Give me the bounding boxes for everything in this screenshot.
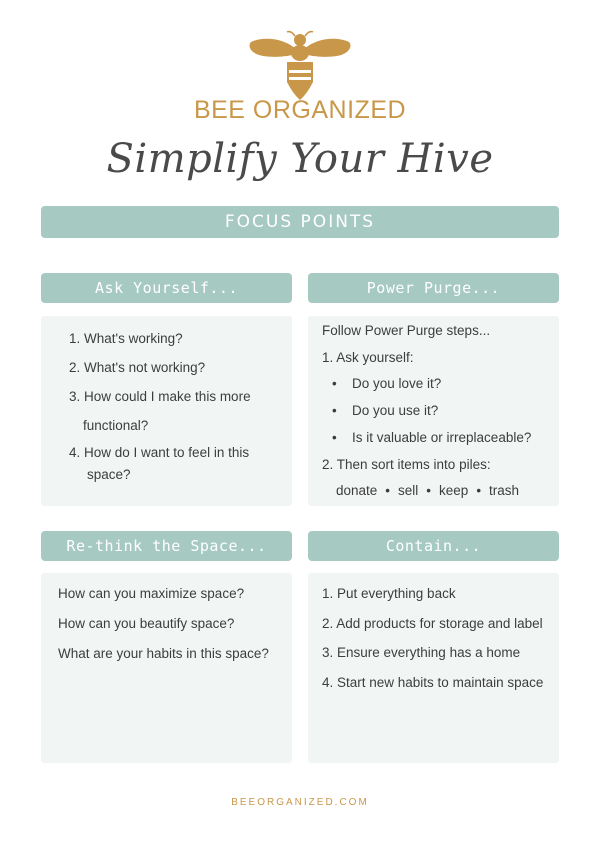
purge-step-1: 1. Ask yourself: <box>322 350 414 365</box>
ask-item: 3. How could I make this more <box>69 389 251 404</box>
rethink-item: How can you beautify space? <box>58 616 235 631</box>
contain-panel <box>308 573 559 763</box>
rethink-item: How can you maximize space? <box>58 586 245 601</box>
power-purge-header: Power Purge... <box>308 273 559 303</box>
purge-bullet: • Do you use it? <box>332 403 439 418</box>
contain-item: 2. Add products for storage and label <box>322 616 543 631</box>
contain-item: 1. Put everything back <box>322 586 456 601</box>
purge-intro: Follow Power Purge steps... <box>322 323 491 338</box>
rethink-header: Re-think the Space... <box>41 531 292 561</box>
purge-bullet: • Is it valuable or irreplaceable? <box>332 430 532 445</box>
ask-item: 1. What's working? <box>69 331 183 346</box>
purge-step-2: 2. Then sort items into piles: <box>322 457 491 472</box>
ask-yourself-panel <box>41 316 292 506</box>
contain-item: 3. Ensure everything has a home <box>322 645 521 660</box>
purge-piles: donate • sell • keep • trash <box>336 483 520 498</box>
pile-sell: sell <box>398 483 419 498</box>
pile-keep: keep <box>439 483 469 498</box>
rethink-item: What are your habits in this space? <box>58 646 269 661</box>
pile-trash: trash <box>489 483 520 498</box>
ask-item: 2. What's not working? <box>69 360 206 375</box>
bee-icon <box>245 28 355 102</box>
pile-donate: donate <box>336 483 378 498</box>
tagline: Simplify Your Hive <box>106 136 494 182</box>
purge-bullet: • Do you love it? <box>332 376 442 391</box>
contain-item: 4. Start new habits to maintain space <box>322 675 544 690</box>
focus-points-banner: FOCUS POINTS <box>41 206 559 238</box>
brand-name: BEE ORGANIZED <box>193 96 407 124</box>
rethink-panel <box>41 573 292 763</box>
power-purge-panel <box>308 316 559 506</box>
ask-item: 4. How do I want to feel in this <box>69 445 250 460</box>
footer-url[interactable]: BEEORGANIZED.COM <box>231 797 369 808</box>
ask-yourself-header: Ask Yourself... <box>41 273 292 303</box>
ask-item-continued: space? <box>87 467 131 482</box>
contain-header: Contain... <box>308 531 559 561</box>
ask-item-continued: functional? <box>83 418 149 433</box>
